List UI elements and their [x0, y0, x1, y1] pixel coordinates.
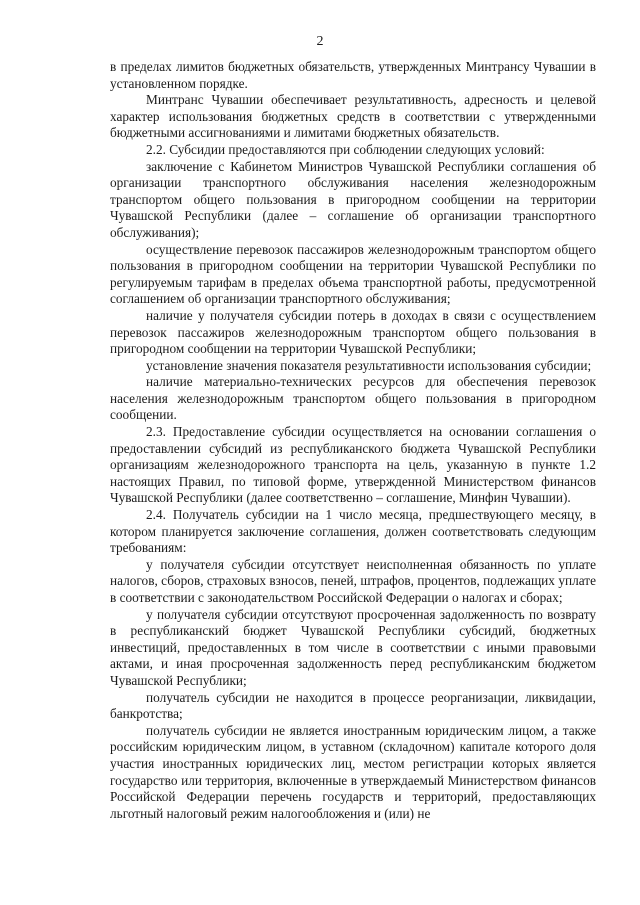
paragraph: осуществление перевозок пассажиров железнодорожным транспортом общего пользования в пригородном сообщении на территории Чувашской Республики по регулируемым тарифам в пределах объема транспортной работы, предусмотренной соглашением об организации транспортного обслуживания; [110, 241, 596, 307]
paragraph: наличие у получателя субсидии потерь в доходах в связи с осуществлением перевозок пассажиров железнодорожным транспортом общего пользования в пригородном сообщении на территории Чувашской Республики; [110, 307, 596, 357]
paragraph-continuation: в пределах лимитов бюджетных обязательств, утвержденных Минтрансу Чувашии в установленном порядке. [110, 59, 596, 91]
paragraph-clause-2-2: 2.2. Субсидии предоставляются при соблюдении следующих условий: [146, 141, 545, 157]
paragraph: установление значения показателя результативности использования субсидии; [146, 357, 592, 373]
paragraph-clause-2-4: 2.4. Получатель субсидии на 1 число месяца, предшествующего месяцу, в котором планируется заключение соглашения, должен соответствовать следующим требованиям: [110, 507, 596, 556]
document-body [110, 59, 596, 822]
page-number: 2 [316, 34, 324, 49]
paragraph: получатель субсидии не является иностранным юридическим лицом, а также российским юридическим лицом, в уставном (складочном) капитале которого доля участия иностранных юридических лиц, местом регистрации которых является государство или территория, включенные в утверждаемый Министерством финансов Российской Федерации перечень государств и территорий, предоставляющих льготный налоговый режим налогообложения и (или) не [110, 722, 596, 821]
paragraph: получатель субсидии не находится в процессе реорганизации, ликвидации, банкротства; [110, 689, 596, 722]
paragraph: у получателя субсидии отсутствует неисполненная обязанность по уплате налогов, сборов, страховых взносов, пеней, штрафов, процентов, подлежащих уплате в соответствии с законодательством Российской Федерации о налогах и сборах; [110, 556, 596, 605]
paragraph: наличие материально-технических ресурсов для обеспечения перевозок населения железнодорожным транспортом общего пользования в пригородном сообщении. [110, 374, 596, 423]
paragraph-clause-2-3: 2.3. Предоставление субсидии осуществляется на основании соглашения о предоставлении субсидий из республиканского бюджета Чувашской Республики организациям железнодорожного транспорта на цель, указанную в пункте 1.2 настоящих Правил, по типовой форме, утвержденной Министерством финансов Чувашской Республики (далее соответственно – соглашение, Минфин Чувашии). [110, 424, 596, 506]
paragraph: у получателя субсидии отсутствуют просроченная задолженность по возврату в республиканский бюджет Чувашской Республики субсидий, бюджетных инвестиций, предоставленных в том числе в соответствии с иными правовыми актами, и иная просроченная задолженность перед республиканским бюджетом Чувашской Республики; [110, 606, 596, 688]
paragraph: Минтранс Чувашии обеспечивает результативность, адресность и целевой характер использования бюджетных средств в соответствии с утвержденными бюджетными ассигнованиями и лимитами бюджетных обязательств. [110, 92, 596, 141]
paragraph: заключение с Кабинетом Министров Чувашской Республики соглашения об организации транспортного обслуживания населения железнодорожным транспортом общего пользования в пригородном сообщении на территории Чувашской Республики (далее – соглашение об организации транспортного обслуживания); [110, 158, 596, 240]
